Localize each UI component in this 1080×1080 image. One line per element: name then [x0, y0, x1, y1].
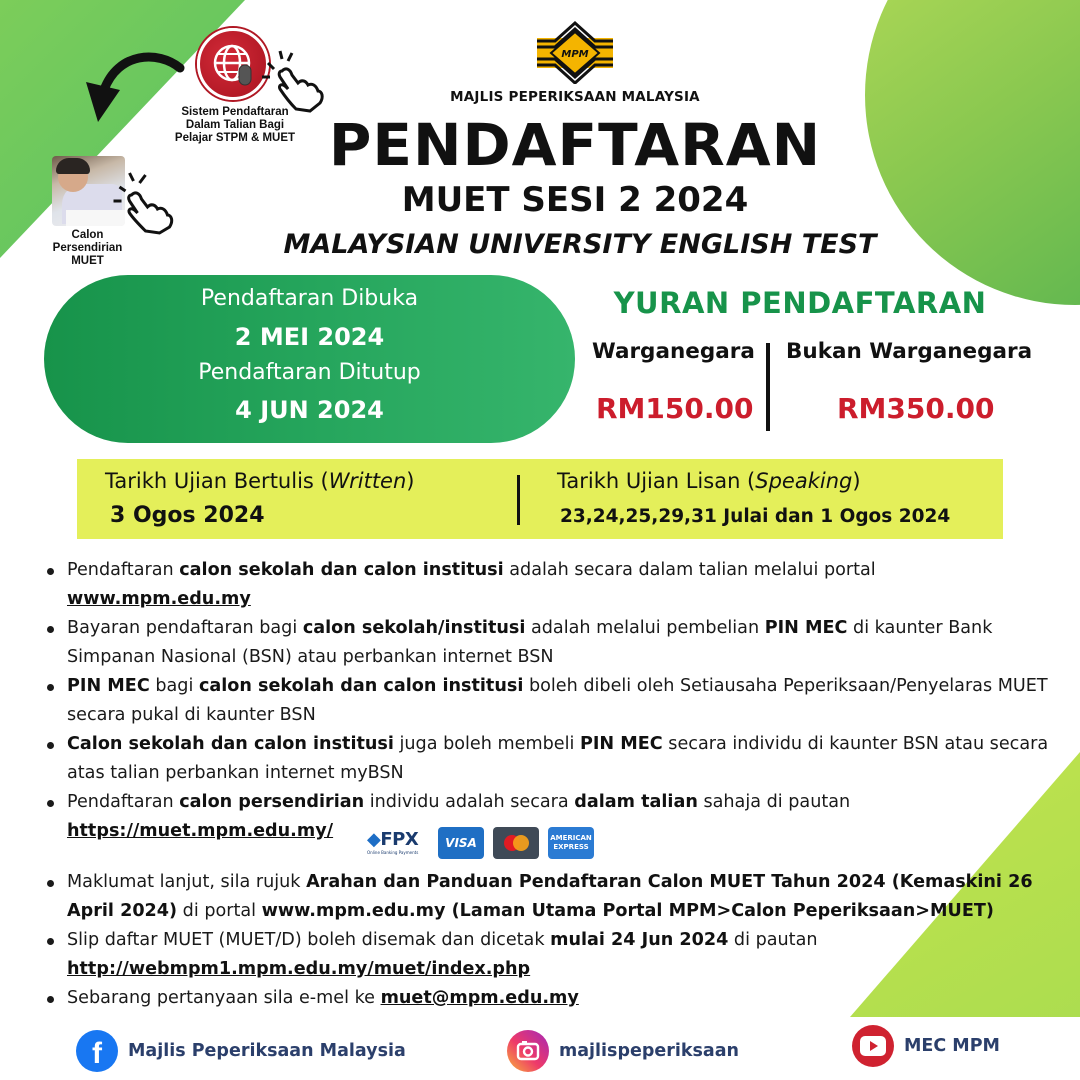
mpm-portal-link[interactable]: www.mpm.edu.my	[67, 589, 251, 609]
fees-title: YURAN PENDAFTARAN	[613, 286, 987, 320]
muet-registration-link[interactable]: https://muet.mpm.edu.my/	[67, 821, 334, 841]
private-candidate-label: Calon Persendirian MUET	[52, 229, 123, 267]
written-test-date: 3 Ogos 2024	[110, 503, 265, 528]
speaking-test-label: Tarikh Ujian Lisan (Speaking)	[557, 469, 861, 493]
youtube-link[interactable]: MEC MPM	[852, 1026, 1000, 1066]
list-item: Pendaftaran calon persendirian individu adalah secara dalam talian sahaja di pautan https://muet.mpm.edu.my/	[45, 788, 1055, 846]
mastercard-logo	[493, 827, 539, 859]
pointing-hand-icon	[105, 165, 180, 235]
info-list	[45, 556, 1055, 1013]
citizen-price: RM150.00	[596, 392, 754, 425]
facebook-icon: f	[76, 1030, 118, 1072]
list-item: Calon sekolah dan calon institusi juga boleh membeli PIN MEC secara individu di kaunter BSN atau secara atas talian perbankan internet myBSN	[45, 730, 1055, 788]
youtube-icon	[852, 1025, 894, 1067]
visa-logo: VISA	[438, 827, 484, 859]
facebook-link[interactable]: f Majlis Peperiksaan Malaysia	[76, 1031, 406, 1071]
list-item: Slip daftar MUET (MUET/D) boleh disemak dan dicetak mulai 24 Jun 2024 di pautan http://webmpm1.mpm.edu.my/muet/index.php	[45, 926, 1055, 984]
online-system-label: Sistem Pendaftaran Dalam Talian Bagi Pelajar STPM & MUET	[174, 106, 296, 144]
page-subtitle: MUET SESI 2 2024	[401, 180, 749, 220]
instagram-icon	[507, 1030, 549, 1072]
list-item: Maklumat lanjut, sila rujuk Arahan dan Panduan Pendaftaran Calon MUET Tahun 2024 (Kemaskini 26 April 2024) di portal www.mpm.edu.my (Laman Utama Portal MPM>Calon Peperiksaan>MUET)	[45, 868, 1055, 926]
speaking-test-dates: 23,24,25,29,31 Julai dan 1 Ogos 2024	[560, 506, 951, 527]
organization-name: MAJLIS PEPERIKSAAN MALAYSIA	[450, 89, 700, 105]
fees-divider	[766, 343, 770, 431]
list-item: Pendaftaran calon sekolah dan calon institusi adalah secara dalam talian melalui portal www.mpm.edu.my	[45, 556, 1055, 614]
list-item: Bayaran pendaftaran bagi calon sekolah/institusi adalah melalui pembelian PIN MEC di kaunter Bank Simpanan Nasional (BSN) atau perbankan internet BSN	[45, 614, 1055, 672]
amex-logo: AMERICAN EXPRESS	[548, 827, 594, 859]
fpx-logo: ◆FPX Online Banking Payments	[367, 829, 419, 855]
non-citizen-label: Bukan Warganegara	[786, 339, 1033, 364]
registration-close-label: Pendaftaran Ditutup	[198, 360, 421, 385]
registration-slip-link[interactable]: http://webmpm1.mpm.edu.my/muet/index.php	[67, 959, 531, 979]
list-item: PIN MEC bagi calon sekolah dan calon institusi boleh dibeli oleh Setiausaha Peperiksaan/Penyelaras MUET secara pukal di kaunter BSN	[45, 672, 1055, 730]
citizen-label: Warganegara	[592, 339, 755, 364]
page-title: PENDAFTARAN	[328, 111, 822, 179]
registration-period-panel	[44, 275, 575, 443]
globe-icon	[212, 43, 256, 87]
written-test-label: Tarikh Ujian Bertulis (Written)	[105, 469, 415, 493]
test-dates-band	[77, 459, 1003, 539]
instagram-link[interactable]: majlispeperiksaan	[507, 1031, 739, 1071]
email-link[interactable]: muet@mpm.edu.my	[380, 988, 579, 1008]
mpm-logo	[537, 20, 613, 84]
registration-close-date: 4 JUN 2024	[235, 396, 384, 424]
pointing-hand-icon	[258, 45, 328, 115]
non-citizen-price: RM350.00	[837, 392, 995, 425]
list-item: Sebarang pertanyaan sila e-mel ke muet@mpm.edu.my	[45, 984, 1055, 1013]
svg-text:MPM: MPM	[561, 49, 589, 60]
registration-open-label: Pendaftaran Dibuka	[200, 286, 419, 311]
payment-methods	[367, 826, 594, 860]
registration-open-date: 2 MEI 2024	[234, 323, 385, 351]
test-dates-divider	[517, 475, 520, 525]
test-name: MALAYSIAN UNIVERSITY ENGLISH TEST	[283, 229, 877, 260]
